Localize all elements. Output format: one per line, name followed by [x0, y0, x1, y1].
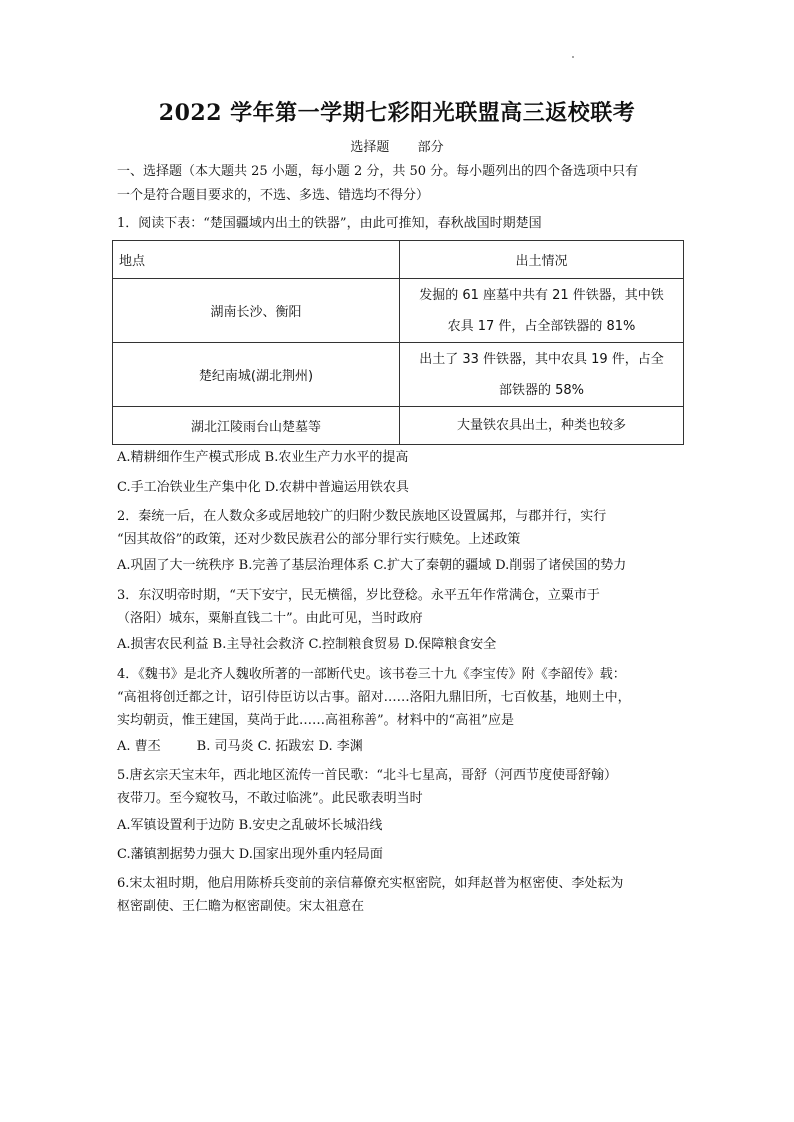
page-title: 2022 学年第一学期七彩阳光联盟高三返校联考: [158, 100, 636, 126]
table-header-row: [113, 241, 684, 279]
instructions-line-1: 一、选择题（本大题共 25 小题，每小题 2 分，共 50 分。每小题列出的四个备选项中只有: [117, 164, 639, 179]
question-4-line-3: 实均朝贡，惟王建国，莫尚于此……高祖称善”。材料中的“高祖”应是: [117, 713, 514, 728]
table-cell-line: 出土了 33 件铁器，其中农具 19 件，占全: [419, 351, 664, 367]
table-cell-place: 湖南长沙、衡阳: [113, 279, 400, 343]
table-cell-place: 楚纪南城(湖北荆州): [113, 343, 400, 407]
section-heading: [0, 136, 794, 155]
question-6-line-2: 枢密副使、王仁瞻为枢密副使。宋太祖意在: [117, 899, 365, 914]
question-2-line-2: “因其故俗”的政策，还对少数民族君公的部分罪行实行赎免。上述政策: [117, 532, 521, 547]
table-header-finding: 出土情况: [400, 241, 684, 279]
table-cell-finding: [400, 343, 684, 407]
question-3-line-2: （洛阳）城东，粟斛直钱二十”。由此可见，当时政府: [117, 611, 423, 626]
table-cell-finding: 大量铁农具出土，种类也较多: [400, 407, 684, 445]
q4-options-bcd: B. 司马炎 C. 拓跋宏 D. 李渊: [196, 739, 363, 754]
table-row: [113, 407, 684, 445]
table-row: [113, 343, 684, 407]
scan-dot: [572, 56, 574, 58]
question-2-line-1: 2．秦统一后，在人数众多或居地较广的归附少数民族地区设置属邦，与郡并行，实行: [117, 509, 607, 524]
section-label-suffix: 部分: [417, 140, 444, 155]
q3-options: A.损害农民利益 B.主导社会救济 C.控制粮食贸易 D.保障粮食安全: [117, 637, 497, 652]
question-6-line-1: 6.宋太祖时期，他启用陈桥兵变前的亲信幕僚充实枢密院，如拜赵普为枢密使、李处耘为: [117, 876, 624, 891]
table-cell-line: 发掘的 61 座墓中共有 21 件铁器，其中铁: [419, 287, 664, 303]
table-cell-line: 农具 17 件，占全部铁器的 81%: [447, 318, 636, 334]
q1-data-table: [112, 240, 684, 445]
q1-options-ab: A.精耕细作生产模式形成 B.农业生产力水平的提高: [117, 450, 409, 465]
table-row: [113, 279, 684, 343]
question-3-line-1: 3．东汉明帝时期，“天下安宁，民无横徭，岁比登稔。永平五年作常满仓，立粟市于: [117, 588, 600, 603]
section-label: 选择题: [350, 140, 390, 155]
q5-options-cd: C.藩镇割据势力强大 D.国家出现外重内轻局面: [117, 847, 383, 862]
question-4-line-1: 4．《魏书》是北齐人魏收所著的一部断代史。该书卷三十九《李宝传》附《李韶传》载：: [117, 667, 626, 682]
question-5-line-1: 5.唐玄宗天宝末年，西北地区流传一首民歌：“北斗七星高，哥舒（河西节度使哥舒翰）: [117, 768, 618, 783]
question-1-stem: 1．阅读下表：“楚国疆域内出土的铁器”，由此可推知，春秋战国时期楚国: [117, 216, 542, 231]
q5-options-ab: A.军镇设置利于边防 B.安史之乱破坏长城沿线: [117, 818, 383, 833]
question-4-line-2: “高祖将创迁都之计，诏引侍臣访以古事。韶对……洛阳九鼎旧所，七百攸基，地则土中，: [117, 690, 631, 705]
q4-option-a: A. 曹丕: [117, 739, 161, 754]
q4-options: [117, 735, 687, 759]
instructions-line-2: 一个是符合题目要求的，不选、多选、错选均不得分）: [117, 188, 430, 203]
q2-options: A.巩固了大一统秩序 B.完善了基层治理体系 C.扩大了秦朝的疆域 D.削弱了诸侯国的势力: [117, 558, 627, 573]
question-5-line-2: 夜带刀。至今窥牧马，不敢过临洮”。此民歌表明当时: [117, 791, 423, 806]
table-cell-line: 部铁器的 58%: [498, 382, 585, 398]
table-header-place: 地点: [113, 241, 400, 279]
table-cell-place: 湖北江陵雨台山楚墓等: [113, 407, 400, 445]
table-cell-finding: [400, 279, 684, 343]
q1-options-cd: C.手工冶铁业生产集中化 D.农耕中普遍运用铁农具: [117, 480, 409, 495]
